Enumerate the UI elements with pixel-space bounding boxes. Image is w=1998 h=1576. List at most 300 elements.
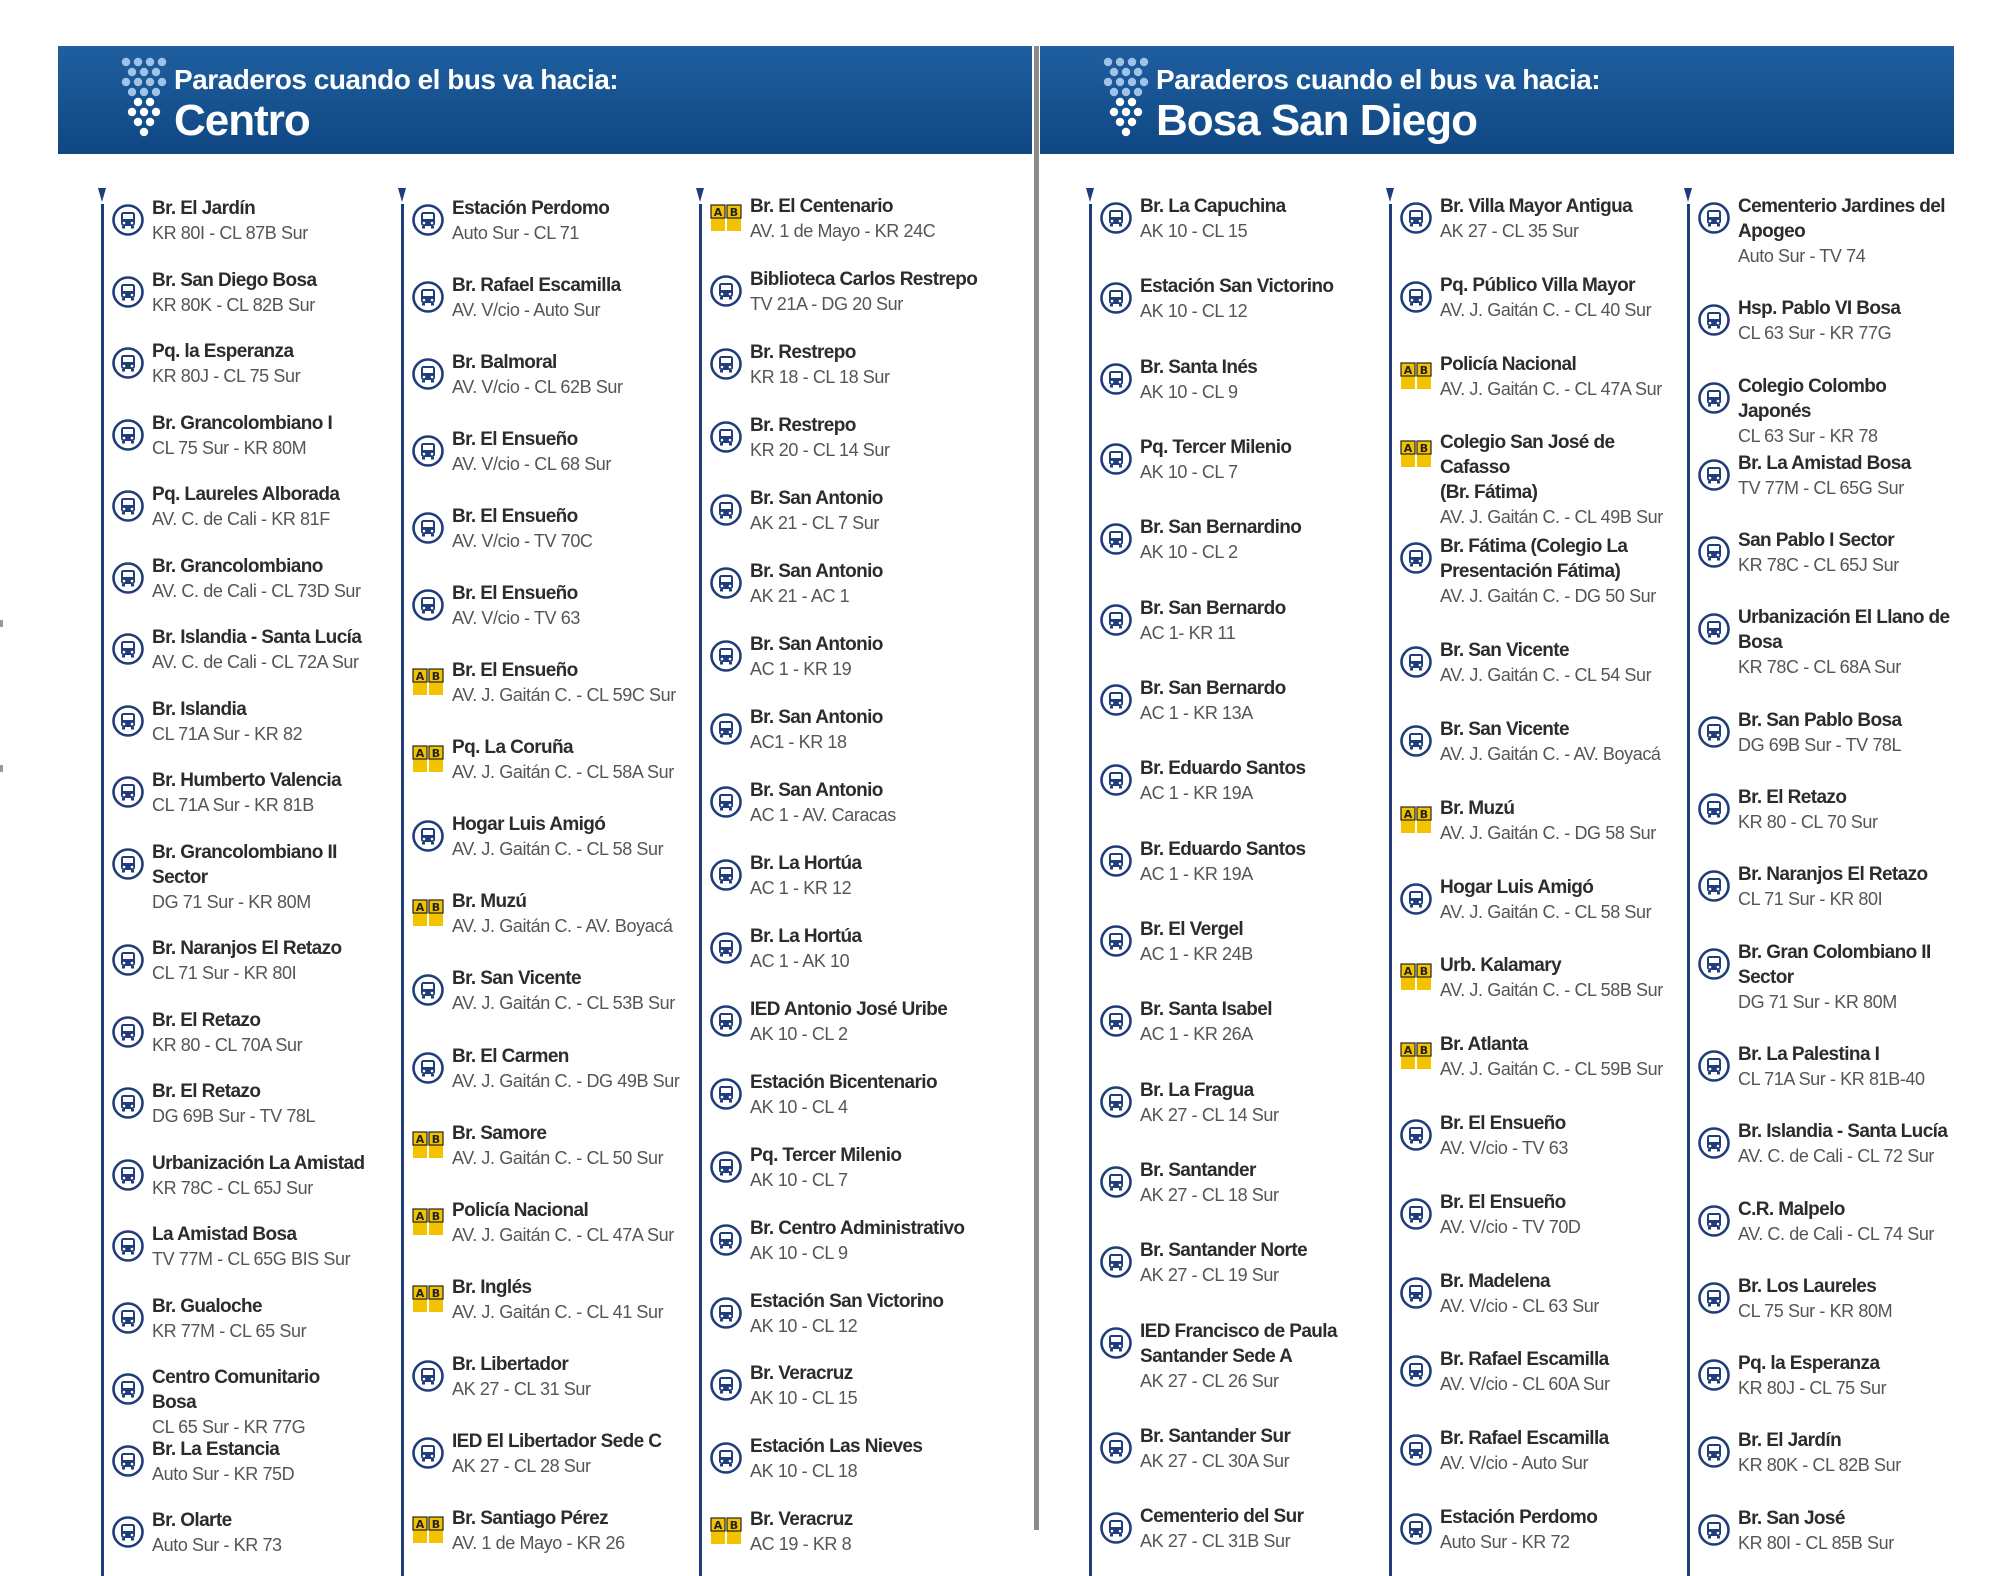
stop-address: AV. J. Gaitán C. - DG 49B Sur (452, 1070, 680, 1091)
stop-name: Br. El Jardín (152, 198, 256, 219)
bus-icon (1698, 202, 1730, 234)
bus-icon (710, 494, 742, 526)
svg-text:B: B (1419, 1044, 1429, 1058)
route-line (1089, 204, 1092, 1576)
stop-name: Bosa (1738, 632, 1783, 654)
header-destination: Centro (174, 96, 310, 145)
stop-name: Br. Grancolombiano (152, 555, 323, 577)
bus-icon (710, 1005, 742, 1037)
stop-address: TV 21A - DG 20 Sur (750, 293, 903, 314)
stop-address: AK 10 - CL 18 (750, 1461, 858, 1482)
stop-address: AK 27 - CL 35 Sur (1440, 221, 1579, 241)
stop-address: AV. 1 de Mayo - KR 24C (750, 221, 936, 241)
stop-text (1440, 717, 1671, 766)
stop-address: KR 80 - CL 70 Sur (1738, 812, 1878, 833)
stop-name: Br. El Ensueño (452, 506, 578, 528)
bus-icon (1400, 1355, 1432, 1387)
stop-address: AV. V/cio - TV 70C (452, 531, 593, 552)
bus-icon (710, 1078, 742, 1110)
stop-text (452, 1352, 688, 1401)
bus-icon (412, 1360, 444, 1392)
svg-text:A: A (415, 1209, 425, 1223)
stop-address: AC 1 - KR 24B (1140, 944, 1253, 965)
stop-address: CL 63 Sur - KR 78 (1738, 425, 1878, 446)
direction-arrow-icon (1086, 188, 1094, 202)
bus-icon (112, 1159, 144, 1191)
route-logo-icon (1102, 56, 1150, 140)
stop-address: CL 65 Sur - KR 77G (152, 1417, 306, 1437)
stop-text (750, 486, 996, 535)
bus-icon (1698, 1436, 1730, 1468)
stop-text (152, 1151, 368, 1200)
stop-address: DG 71 Sur - KR 80M (1738, 991, 1897, 1012)
direction-arrow-icon (696, 188, 704, 202)
stop-address: AC 19 - KR 8 (750, 1534, 852, 1555)
svg-text:A: A (415, 1517, 425, 1531)
bus-icon (112, 276, 144, 308)
svg-text:B: B (1419, 965, 1429, 979)
stop-name: Br. Veracruz (750, 1363, 853, 1385)
bus-icon (412, 512, 444, 544)
bus-icon (710, 713, 742, 745)
bus-icon (1698, 1514, 1730, 1546)
stop-address: AK 27 - CL 18 Sur (1140, 1185, 1279, 1206)
bus-icon (412, 820, 444, 852)
stop-name: Pq. Tercer Milenio (1140, 437, 1292, 459)
stop-text (750, 559, 996, 608)
stop-text (152, 196, 368, 245)
stop-name: Pq. Público Villa Mayor (1440, 274, 1635, 296)
stop-name: Br. El Vergel (1140, 919, 1244, 941)
stop-text (152, 768, 368, 817)
bus-icon (1400, 883, 1432, 915)
stop-name: Br. Santander Sur (1140, 1426, 1291, 1448)
stop-name: San Pablo I Sector (1738, 530, 1895, 552)
stop-text (1738, 862, 1954, 911)
svg-text:A: A (415, 747, 425, 761)
stop-address: KR 80I - CL 85B Sur (1738, 1532, 1894, 1553)
stop-name: C.R. Malpelo (1738, 1198, 1845, 1220)
stop-name: Centro Comunitario Bosa (152, 1367, 320, 1413)
stop-address: CL 63 Sur - KR 77G (1738, 323, 1892, 344)
svg-text:B: B (431, 1132, 441, 1146)
stop-text (1738, 1119, 1954, 1168)
stop-address: AV. V/cio - CL 60A Sur (1440, 1374, 1610, 1395)
stop-address: AV. J. Gaitán C. - CL 54 Sur (1440, 665, 1652, 686)
stop-address: AV. V/cio - Auto Sur (452, 300, 601, 321)
stop-name: Hogar Luis Amigó (452, 814, 606, 836)
stop-name: Policía Nacional (1440, 353, 1577, 375)
stop-address: AV. V/cio - CL 63 Sur (1440, 1295, 1600, 1316)
stop-text (750, 632, 996, 681)
bus-icon (112, 1016, 144, 1048)
stop-text (1440, 352, 1671, 401)
stop-address: AK 21 - CL 7 Sur (750, 512, 879, 533)
stop-address: AV. V/cio - Auto Sur (1440, 1453, 1589, 1474)
stop-address: Auto Sur - KR 73 (152, 1535, 282, 1555)
stop-text (1140, 435, 1371, 484)
stop-name: Br. Santander (1140, 1160, 1256, 1182)
bus-icon (1698, 1359, 1730, 1391)
stop-name: Br. Eduardo Santos (1140, 758, 1306, 780)
stops-columns (58, 176, 1032, 1576)
ab-stop-icon (1400, 804, 1432, 836)
stop-name: Br. Centro Administrativo (750, 1217, 965, 1239)
stop-address: KR 80K - CL 82B Sur (1738, 1455, 1901, 1476)
stop-name: Br. Santiago Pérez (452, 1507, 609, 1529)
direction-arrow-icon (1386, 188, 1394, 202)
stop-text (1440, 638, 1671, 687)
stop-name: Br. San José (1738, 1507, 1845, 1529)
stop-name: Br. Muzú (452, 891, 527, 913)
bus-icon (1100, 1512, 1132, 1544)
bus-icon (1100, 1327, 1132, 1359)
stop-address: AK 10 - CL 9 (750, 1242, 848, 1263)
stop-name: Br. Rafael Escamilla (1440, 1428, 1609, 1450)
stop-address: AK 10 - CL 15 (1140, 221, 1248, 241)
stop-address: AV. J. Gaitán C. - DG 58 Sur (1440, 822, 1656, 843)
ab-stop-icon (412, 666, 444, 698)
bus-icon (1400, 1277, 1432, 1309)
stop-name: Policía Nacional (452, 1199, 589, 1221)
bus-icon (1100, 1432, 1132, 1464)
stop-address: AK 21 - AC 1 (750, 585, 850, 606)
bus-icon (710, 1151, 742, 1183)
stop-address: Auto Sur - TV 74 (1738, 246, 1866, 266)
stop-text (152, 840, 368, 914)
stop-name: Br. Eduardo Santos (1140, 838, 1306, 860)
direction-arrow-icon (1684, 188, 1692, 202)
stop-text (1440, 796, 1671, 845)
stop-address: CL 71A Sur - KR 82 (152, 723, 303, 744)
stop-name: Br. El Ensueño (1440, 1112, 1566, 1134)
stop-name: Br. San Antonio (750, 560, 883, 582)
stop-address: TV 77M - CL 65G Sur (1738, 477, 1904, 498)
stop-address: AC 1 - KR 19A (1140, 863, 1253, 884)
stop-text (750, 1289, 996, 1338)
stop-name: Br. La Palestina I (1738, 1043, 1880, 1065)
stop-text (1140, 1238, 1371, 1287)
stop-text (152, 339, 368, 388)
stop-name: IED El Libertador Sede C (452, 1430, 662, 1452)
stop-text (1140, 194, 1371, 243)
stop-name: Estación Bicentenario (750, 1071, 937, 1093)
stop-name: Br. San Antonio (750, 633, 883, 655)
bus-icon (1100, 1086, 1132, 1118)
stop-address: KR 80J - CL 75 Sur (1738, 1378, 1887, 1399)
stop-name: Hogar Luis Amigó (1440, 876, 1594, 898)
stop-text (1440, 1505, 1671, 1554)
stop-name: Br. Gualoche (152, 1295, 263, 1317)
stop-name: Br. Muzú (1440, 797, 1515, 819)
stop-text (452, 1044, 688, 1093)
stop-address: AC 1 - KR 13A (1140, 703, 1253, 724)
stop-address: AK 27 - CL 14 Sur (1140, 1104, 1279, 1125)
stop-address: KR 78C - CL 65J Sur (1738, 555, 1899, 576)
stop-name: Br. El Ensueño (452, 660, 578, 682)
stop-text (452, 735, 688, 784)
stop-text (452, 658, 688, 707)
bus-icon (1400, 281, 1432, 313)
stop-name: Estación San Victorino (1140, 276, 1334, 298)
stop-text (452, 427, 688, 476)
stop-address: AV. V/cio - CL 68 Sur (452, 454, 612, 475)
stop-text (152, 1294, 368, 1343)
stop-text (1440, 1190, 1671, 1239)
stop-name: Br. San Bernardo (1140, 678, 1286, 700)
bus-icon (1400, 542, 1432, 574)
route-line (1389, 204, 1392, 1576)
svg-text:A: A (415, 670, 425, 684)
stop-text (152, 1437, 368, 1486)
svg-text:A: A (713, 206, 723, 219)
stop-text (1140, 515, 1371, 564)
stop-address: DG 71 Sur - KR 80M (152, 891, 311, 912)
stop-name: Colegio Colombo Japonés (1738, 375, 1887, 422)
stops-column (1684, 176, 1954, 1576)
stop-text (452, 1121, 688, 1170)
stop-text (750, 1216, 996, 1265)
stop-text (1738, 1506, 1954, 1555)
stop-text (452, 196, 688, 245)
stop-text (152, 482, 368, 531)
stop-name: Br. Santa Inés (1140, 356, 1258, 378)
stop-text (1440, 1111, 1671, 1160)
stop-name: Br. Santander Norte (1140, 1240, 1308, 1262)
stop-text (152, 697, 368, 746)
stop-name: Br. Olarte (152, 1510, 232, 1531)
stop-text (1738, 940, 1954, 1014)
stop-name: Br. Islandia (152, 698, 247, 720)
bus-icon (1698, 793, 1730, 825)
route-line (1687, 204, 1690, 1576)
stop-text (452, 504, 688, 553)
bus-icon (1698, 382, 1730, 414)
route-line (401, 204, 404, 1576)
stop-text (1738, 605, 1954, 679)
stop-text (452, 889, 688, 938)
stop-name: Br. Atlanta (1440, 1034, 1528, 1056)
stop-name: Br. Humberto Valencia (152, 770, 342, 791)
stop-address: AC 1- KR 11 (1140, 622, 1236, 643)
stop-address: AV. J. Gaitán C. - CL 53B Sur (452, 993, 675, 1014)
stop-address: AV. J. Gaitán C. - CL 59C Sur (452, 685, 676, 706)
stop-address: AK 27 - CL 30A Sur (1140, 1451, 1290, 1472)
bus-icon (1400, 725, 1432, 757)
stop-text (750, 267, 996, 316)
svg-text:A: A (713, 1519, 723, 1533)
bus-icon (710, 567, 742, 599)
stop-name: Br. Madelena (1440, 1270, 1551, 1292)
bus-icon (710, 932, 742, 964)
stop-address: AV. V/cio - TV 70D (1440, 1216, 1581, 1237)
stop-name: Br. El Retazo (152, 1081, 261, 1102)
stops-column (1386, 176, 1671, 1576)
bus-icon (1698, 1127, 1730, 1159)
bus-icon (1400, 1198, 1432, 1230)
bus-icon (710, 1224, 742, 1256)
bus-icon (412, 974, 444, 1006)
edge-mark (0, 620, 3, 627)
stop-name: Br. La Hortúa (750, 852, 862, 874)
stop-text (1738, 1197, 1954, 1246)
stop-text (452, 966, 688, 1015)
bus-icon (1100, 523, 1132, 555)
stop-name: Br. El Ensueño (452, 429, 578, 451)
svg-text:A: A (415, 1286, 425, 1300)
bus-icon (710, 348, 742, 380)
stop-text (152, 268, 368, 317)
header-heading: Paraderos cuando el bus va hacia: (174, 64, 619, 95)
stop-name: Estación Perdomo (452, 198, 610, 219)
stop-text (452, 273, 688, 322)
stop-text (1440, 1032, 1671, 1081)
stop-address: AV. C. de Cali - CL 72 Sur (1738, 1146, 1935, 1167)
stop-address: CL 71A Sur - KR 81B (152, 795, 314, 815)
stop-address: KR 80 - CL 70A Sur (152, 1034, 303, 1055)
ab-stop-icon (412, 1283, 444, 1315)
bus-icon (710, 786, 742, 818)
stop-name: Br. San Bernardino (1140, 517, 1302, 539)
stops-column (98, 176, 368, 1576)
stop-name: Br. San Antonio (750, 779, 883, 801)
svg-text:B: B (431, 1209, 441, 1223)
stop-text (750, 924, 996, 973)
bus-icon (412, 1052, 444, 1084)
stop-address: KR 80I - CL 87B Sur (152, 223, 308, 243)
bus-icon (112, 490, 144, 522)
stop-address: AK 10 - CL 12 (1140, 301, 1248, 322)
stop-text (750, 705, 996, 754)
bus-icon (1698, 459, 1730, 491)
header-heading: Paraderos cuando el bus va hacia: (1156, 64, 1601, 95)
stop-name: Br. Rafael Escamilla (452, 275, 621, 297)
stop-name: Br. Naranjos El Retazo (152, 938, 342, 959)
stop-text (1738, 1428, 1954, 1477)
stop-name: Pq. la Esperanza (152, 341, 294, 362)
stop-address: AK 10 - CL 7 (750, 1169, 848, 1190)
stop-address: AK 10 - CL 4 (750, 1096, 848, 1117)
bus-icon (112, 1516, 144, 1548)
ab-stop-icon (412, 743, 444, 775)
stop-text (1738, 1274, 1954, 1323)
stop-text (152, 554, 368, 603)
stop-address: TV 77M - CL 65G BIS Sur (152, 1249, 351, 1269)
stop-text (1738, 785, 1954, 834)
bus-icon (112, 776, 144, 808)
direction-arrow-icon (398, 188, 406, 202)
bus-icon (1698, 870, 1730, 902)
stop-address: AK 10 - CL 7 (1140, 462, 1238, 483)
stop-address: CL 71 Sur - KR 80I (1738, 889, 1883, 910)
stop-text (1140, 997, 1371, 1046)
direction-arrow-icon (98, 188, 106, 202)
stop-address: AV. J. Gaitán C. - CL 58 Sur (1440, 901, 1652, 922)
stop-name: Br. El Retazo (152, 1009, 261, 1031)
stop-name: Br. Islandia - Santa Lucía (1738, 1121, 1948, 1143)
bus-icon (1100, 202, 1132, 234)
bus-icon (1698, 948, 1730, 980)
bus-icon (1698, 1282, 1730, 1314)
stop-name: Br. Los Laureles (1738, 1275, 1877, 1297)
header-destination: Bosa San Diego (1156, 96, 1477, 145)
stop-address: AV. V/cio - TV 63 (452, 608, 580, 629)
stop-text (1738, 374, 1954, 448)
ab-stop-icon (412, 897, 444, 929)
bus-icon (112, 419, 144, 451)
stop-text (1738, 194, 1954, 268)
stop-text (1140, 756, 1371, 805)
stop-address: AK 27 - CL 19 Sur (1140, 1265, 1279, 1286)
stop-text (1440, 273, 1671, 322)
stop-name: Br. San Pablo Bosa (1738, 709, 1902, 731)
stop-name: Cementerio Jardines del (1738, 196, 1945, 217)
stop-text (1440, 953, 1671, 1002)
svg-text:B: B (431, 901, 441, 915)
stop-text (452, 1506, 688, 1555)
stop-name: Sector (152, 866, 208, 888)
bus-icon (1100, 604, 1132, 636)
stop-name: Br. La Hortúa (750, 925, 862, 947)
stop-text (1140, 1504, 1371, 1553)
stop-address: AK 10 - CL 15 (750, 1388, 858, 1409)
ab-stop-icon (710, 1515, 742, 1547)
panel-divider (1034, 46, 1039, 1530)
ab-stop-icon (1400, 961, 1432, 993)
stop-name: Urb. Kalamary (1440, 955, 1562, 977)
stop-text (452, 1198, 688, 1247)
stop-address: DG 69B Sur - TV 78L (1738, 734, 1902, 755)
stop-address: AV. J. Gaitán C. - AV. Boyacá (452, 916, 673, 937)
stop-address: AV. J. Gaitán C. - DG 50 Sur (1440, 586, 1656, 607)
svg-text:B: B (431, 747, 441, 761)
stop-text (1440, 534, 1671, 608)
stop-name: Br. La Fragua (1140, 1079, 1254, 1101)
bus-icon (1100, 925, 1132, 957)
ab-stop-icon (710, 202, 742, 234)
stop-address: CL 75 Sur - KR 80M (1738, 1300, 1893, 1321)
bus-icon (1400, 1434, 1432, 1466)
stop-address: AV. C. de Cali - CL 72A Sur (152, 652, 359, 672)
stop-name: Br. Libertador (452, 1353, 569, 1375)
bus-icon (1698, 536, 1730, 568)
stop-address: AV. C. de Cali - CL 74 Sur (1738, 1223, 1935, 1244)
stop-address: AK 27 - CL 26 Sur (1140, 1370, 1279, 1391)
stop-name: Estación San Victorino (750, 1290, 944, 1312)
stop-address: CL 75 Sur - KR 80M (152, 437, 307, 458)
stop-address: AC 1 - KR 19A (1140, 783, 1253, 804)
stop-name: Br. Islandia - Santa Lucía (152, 627, 362, 648)
stop-address: AV. J. Gaitán C. - CL 47A Sur (1440, 378, 1662, 399)
stop-text (1440, 194, 1671, 243)
stop-address: AC 1 - AV. Caracas (750, 804, 896, 825)
stop-name: Br. Naranjos El Retazo (1738, 864, 1928, 886)
stop-name: Br. San Antonio (750, 487, 883, 509)
stop-name: Br. Gran Colombiano II (1738, 941, 1931, 963)
stop-address: AK 10 - CL 12 (750, 1315, 858, 1336)
stop-address: DG 69B Sur - TV 78L (152, 1106, 316, 1126)
stop-text (750, 851, 996, 900)
stop-text (750, 413, 996, 462)
svg-text:B: B (431, 670, 441, 684)
stop-name: Pq. La Coruña (452, 737, 573, 759)
bus-icon (112, 347, 144, 379)
stop-text (1140, 917, 1371, 966)
bus-icon (1698, 1205, 1730, 1237)
stop-address: AV. J. Gaitán C. - CL 58 Sur (452, 839, 664, 860)
bus-icon (412, 589, 444, 621)
stop-text (1738, 296, 1954, 345)
